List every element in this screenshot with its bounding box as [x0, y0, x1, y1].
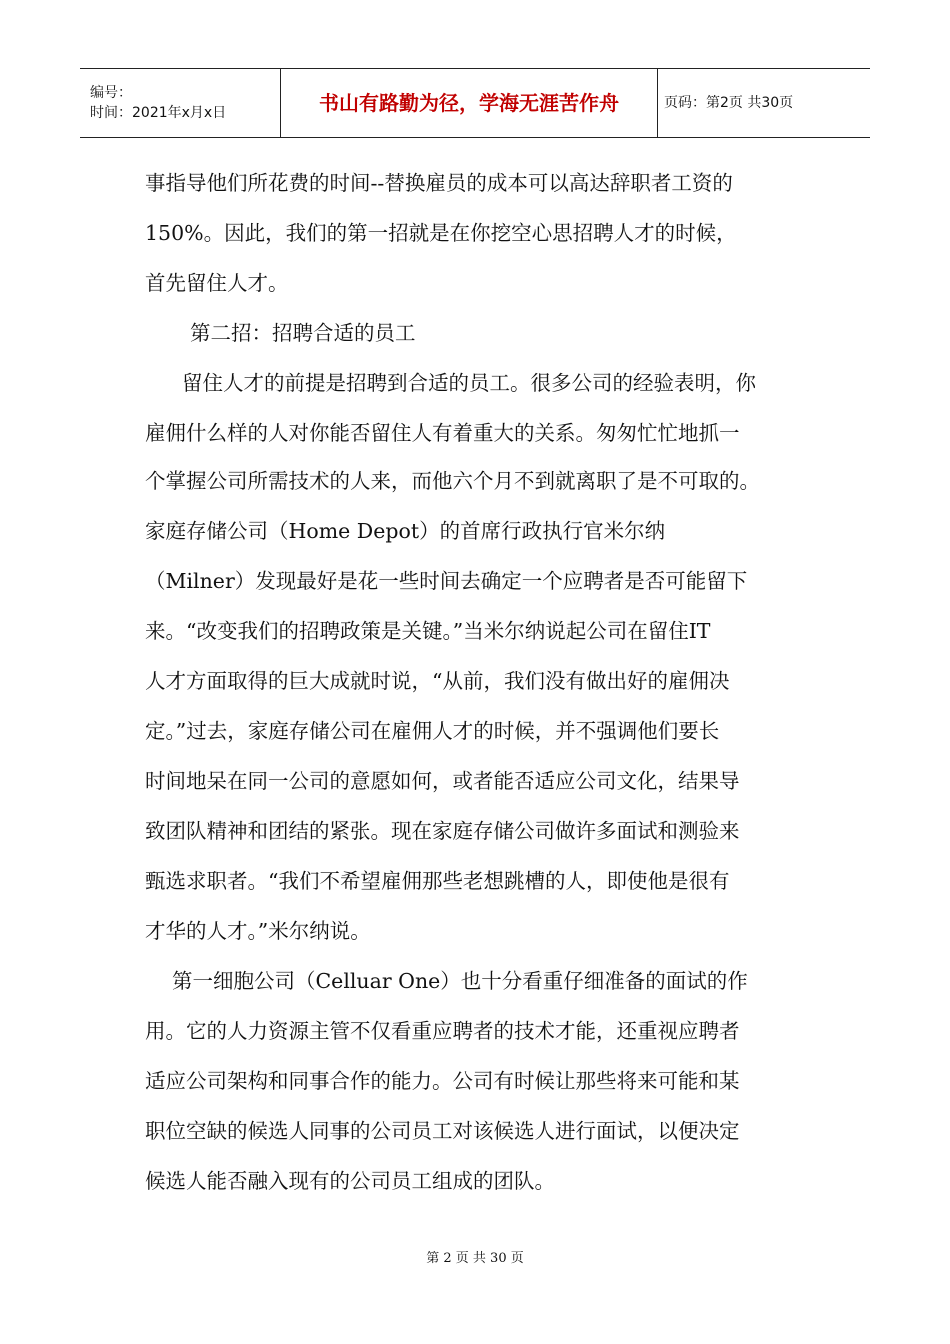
- body-line: 首先留住人才。: [145, 271, 289, 295]
- body-line: 候选人能否融入现有的公司员工组成的团队。: [145, 1169, 555, 1193]
- body-line: 职位空缺的候选人同事的公司员工对该候选人进行面试，以便决定: [145, 1119, 740, 1143]
- body-line: 事指导他们所花费的时间--替换雇员的成本可以高达辞职者工资的: [145, 171, 733, 195]
- body-line: （Milner）发现最好是花一些时间去确定一个应聘者是否可能留下: [145, 569, 748, 593]
- header-motto-cell: [281, 69, 658, 137]
- body-line: 适应公司架构和同事合作的能力。公司有时候让那些将来可能和某: [145, 1069, 740, 1093]
- body-line: 雇佣什么样的人对你能否留住人有着重大的关系。匆匆忙忙地抓一: [145, 421, 740, 445]
- body-line: 来。“改变我们的招聘政策是关键。”当米尔纳说起公司在留住IT: [145, 619, 711, 643]
- body-line: 定。”过去，家庭存储公司在雇佣人才的时候，并不强调他们要长: [145, 719, 720, 743]
- body-line: 家庭存储公司（Home Depot）的首席行政执行官米尔纳: [145, 519, 666, 543]
- body-line: 致团队精神和团结的紧张。现在家庭存储公司做许多面试和测验来: [145, 819, 740, 843]
- body-line: 留住人才的前提是招聘到合适的员工。很多公司的经验表明，你: [182, 371, 756, 395]
- page-footer: 第 2 页 共 30 页: [426, 1251, 524, 1266]
- section-heading: 第二招：招聘合适的员工: [190, 321, 416, 345]
- body-line: 甄选求职者。“我们不希望雇佣那些老想跳槽的人，即使他是很有: [145, 869, 730, 893]
- header-page-info: 页码：第2页 共30页: [664, 95, 794, 111]
- body-line: 第一细胞公司（Celluar One）也十分看重仔细准备的面试的作: [172, 969, 748, 993]
- header-motto: 书山有路勤为径，学海无涯苦作舟: [319, 91, 619, 115]
- header-page-cell: [658, 69, 870, 137]
- body-line: 用。它的人力资源主管不仅看重应聘者的技术才能，还重视应聘者: [145, 1019, 740, 1043]
- body-line: 才华的人才。”米尔纳说。: [145, 919, 371, 943]
- document-number-label: 编号：: [90, 85, 132, 101]
- body-line: 人才方面取得的巨大成就时说，“从前，我们没有做出好的雇佣决: [145, 669, 730, 693]
- body-line: 150%。因此，我们的第一招就是在你挖空心思招聘人才的时候，: [145, 221, 737, 245]
- body-line: 时间地呆在同一公司的意愿如何，或者能否适应公司文化，结果导: [145, 769, 740, 793]
- document-time-label: 时间：2021年x月x日: [90, 105, 227, 121]
- header-meta-cell: [80, 69, 281, 137]
- body-line: 个掌握公司所需技术的人来，而他六个月不到就离职了是不可取的。: [145, 469, 760, 493]
- page-header: [80, 68, 870, 138]
